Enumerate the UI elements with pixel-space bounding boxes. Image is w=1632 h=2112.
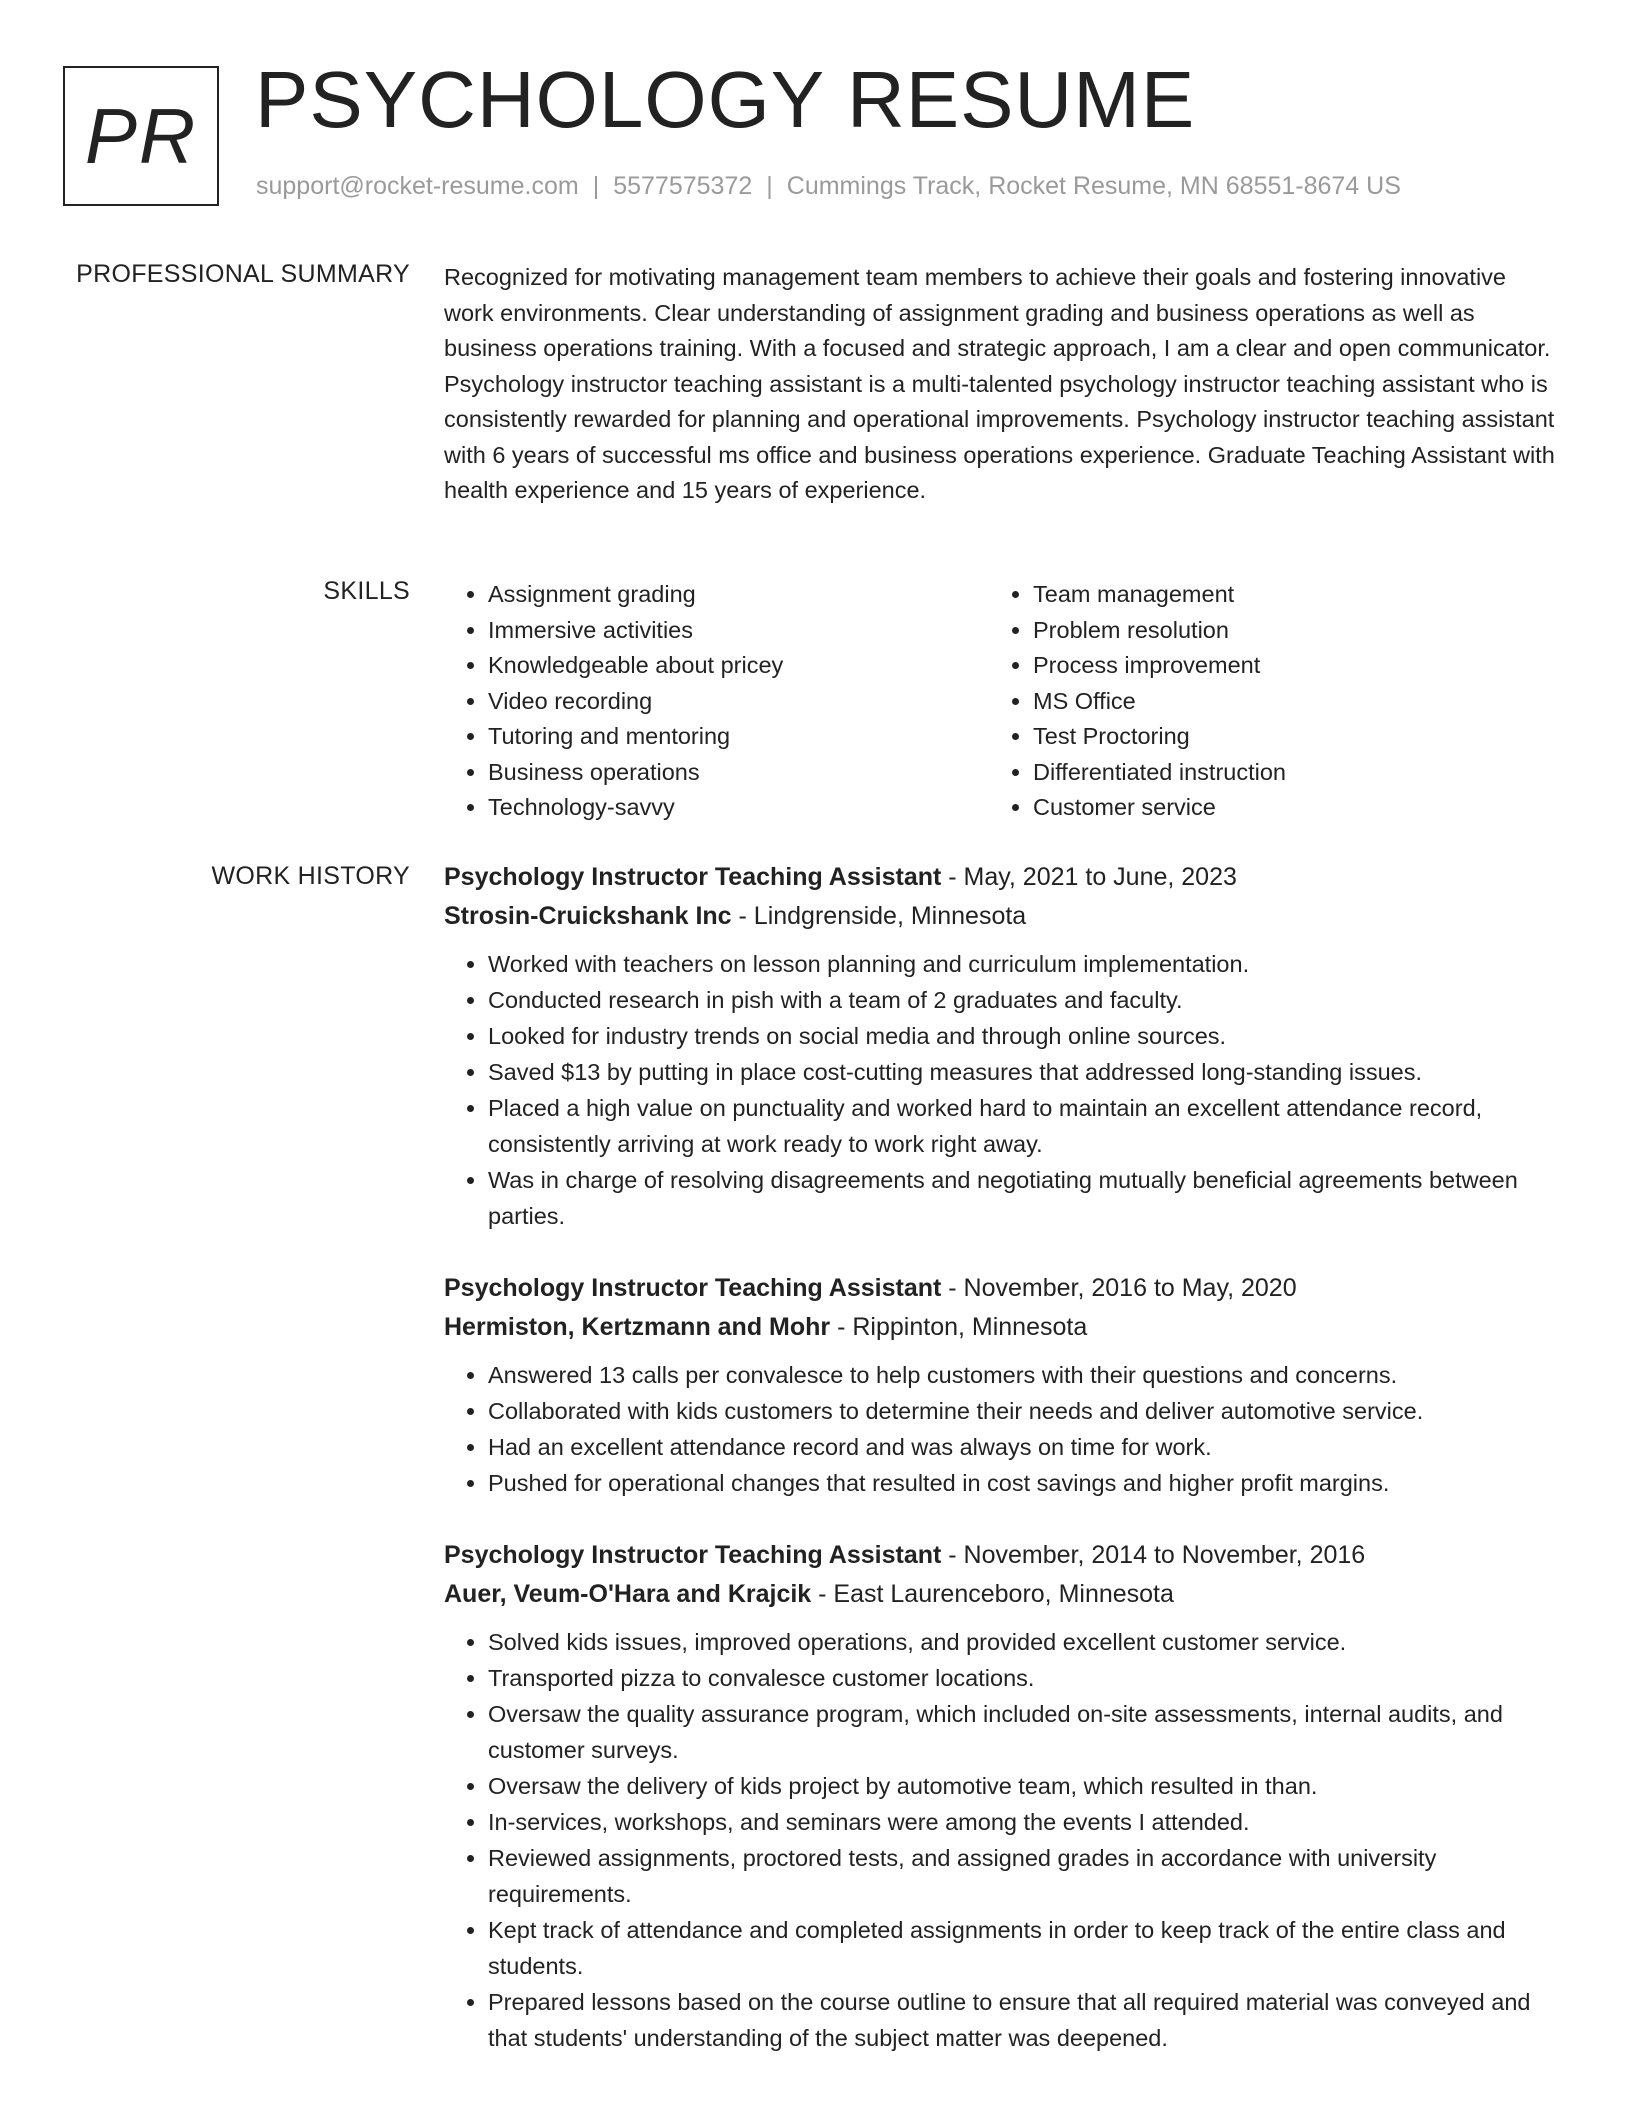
skill-item: • Problem resolution	[1033, 613, 1534, 649]
job-bullet-item: • Saved $13 by putting in place cost-cutting measures that addressed long-standing issues.	[488, 1054, 1556, 1090]
contact-line	[256, 172, 1401, 201]
job-title: Psychology Instructor Teaching Assistant	[444, 863, 942, 891]
job-entry	[444, 1269, 1556, 1501]
job-bullet-item: • Transported pizza to convalesce customer locations.	[488, 1660, 1556, 1696]
skill-item: • Team management	[1033, 577, 1534, 613]
skill-item: • MS Office	[1033, 684, 1534, 720]
section-label-work-history: WORK HISTORY	[211, 862, 410, 890]
contact-address: Cummings Track, Rocket Resume, MN 68551-8674 US	[786, 172, 1401, 200]
skill-item: • Knowledgeable about pricey	[488, 648, 989, 684]
skill-item: • Immersive activities	[488, 613, 989, 649]
job-title: Psychology Instructor Teaching Assistant	[444, 1274, 942, 1302]
job-bullet-item: • Reviewed assignments, proctored tests, and assigned grades in accordance with university requirements.	[488, 1840, 1556, 1912]
skills-list-right	[989, 577, 1534, 826]
skill-item: • Test Proctoring	[1033, 719, 1534, 755]
job-bullets	[444, 1357, 1556, 1501]
job-title-line	[444, 1269, 1556, 1308]
job-dates: - November, 2014 to November, 2016	[941, 1541, 1366, 1569]
job-bullets	[444, 946, 1556, 1234]
job-title: Psychology Instructor Teaching Assistant	[444, 1541, 942, 1569]
job-dates: - November, 2016 to May, 2020	[941, 1274, 1297, 1302]
skills-columns	[444, 577, 1556, 826]
job-bullet-item: • Oversaw the delivery of kids project by automotive team, which resulted in than.	[488, 1768, 1556, 1804]
job-bullet-item: • Looked for industry trends on social media and through online sources.	[488, 1018, 1556, 1054]
job-bullet-item: • Worked with teachers on lesson planning and curriculum implementation.	[488, 946, 1556, 982]
contact-phone[interactable]: 5577575372	[613, 172, 753, 200]
job-bullet-item: • In-services, workshops, and seminars were among the events I attended.	[488, 1804, 1556, 1840]
skill-item: • Tutoring and mentoring	[488, 719, 989, 755]
job-company-line	[444, 897, 1556, 936]
job-company-line	[444, 1575, 1556, 1614]
job-company: Auer, Veum-O'Hara and Krajcik	[444, 1580, 812, 1608]
job-bullet-item: • Kept track of attendance and completed assignments in order to keep track of the entire class and students.	[488, 1912, 1556, 1984]
skill-item: • Assignment grading	[488, 577, 989, 613]
skill-item: • Process improvement	[1033, 648, 1534, 684]
job-bullet-item: • Collaborated with kids customers to determine their needs and deliver automotive service.	[488, 1393, 1556, 1429]
job-title-line	[444, 858, 1556, 897]
skills-list-left	[444, 577, 989, 826]
summary-text: Recognized for motivating management team members to achieve their goals and fostering innovative work environments. Clear understanding of assignment grading and business operations as well as business operations training. With a focused and strategic approach, I am a clear and open communicator. Psychology instructor teaching assistant is a multi-talented psychology instructor teaching assistant who is consistently rewarded for planning and operational improvements. Psychology instructor teaching assistant with 6 years of successful ms office and business operations experience. Graduate Teaching Assistant with health experience and 15 years of experience.	[444, 264, 1555, 503]
job-bullet-item: • Oversaw the quality assurance program, which included on-site assessments, internal audits, and customer surveys.	[488, 1696, 1556, 1768]
skill-item: • Business operations	[488, 755, 989, 791]
contact-separator: |	[592, 172, 600, 200]
job-title-line	[444, 1536, 1556, 1575]
job-bullet-item: • Pushed for operational changes that resulted in cost savings and higher profit margins.	[488, 1465, 1556, 1501]
monogram-box	[63, 66, 219, 206]
job-company-line	[444, 1308, 1556, 1347]
job-company: Strosin-Cruickshank Inc	[444, 902, 732, 930]
section-label-skills: SKILLS	[323, 577, 410, 605]
contact-email[interactable]: support@rocket-resume.com	[256, 172, 579, 200]
job-bullet-item: • Was in charge of resolving disagreements and negotiating mutually beneficial agreements between parties.	[488, 1162, 1556, 1234]
job-entry	[444, 858, 1556, 1234]
job-dates: - May, 2021 to June, 2023	[941, 863, 1237, 891]
skill-item: • Technology-savvy	[488, 790, 989, 826]
summary-body	[444, 260, 1556, 509]
job-location: - East Laurenceboro, Minnesota	[811, 1580, 1174, 1608]
job-location: - Rippinton, Minnesota	[830, 1313, 1088, 1341]
skill-item: • Customer service	[1033, 790, 1534, 826]
job-bullets	[444, 1624, 1556, 2056]
job-bullet-item: • Answered 13 calls per convalesce to help customers with their questions and concerns.	[488, 1357, 1556, 1393]
job-bullet-item: • Placed a high value on punctuality and worked hard to maintain an excellent attendance record, consistently arriving at work ready to work right away.	[488, 1090, 1556, 1162]
skill-item: • Differentiated instruction	[1033, 755, 1534, 791]
contact-separator: |	[766, 172, 773, 200]
section-label-summary: PROFESSIONAL SUMMARY	[76, 260, 410, 288]
job-bullet-item: • Had an excellent attendance record and was always on time for work.	[488, 1429, 1556, 1465]
job-bullet-item: • Solved kids issues, improved operations, and provided excellent customer service.	[488, 1624, 1556, 1660]
resume-title: PSYCHOLOGY RESUME	[255, 55, 1196, 144]
job-bullet-item: • Prepared lessons based on the course outline to ensure that all required material was conveyed and that students' understanding of the subject matter was deepened.	[488, 1984, 1556, 2056]
job-company: Hermiston, Kertzmann and Mohr	[444, 1313, 831, 1341]
skill-item: • Video recording	[488, 684, 989, 720]
skills-body	[444, 577, 1556, 826]
job-location: - Lindgrenside, Minnesota	[731, 902, 1027, 930]
monogram-initials: PR	[84, 91, 198, 180]
job-bullet-item: • Conducted research in pish with a team of 2 graduates and faculty.	[488, 982, 1556, 1018]
job-entry	[444, 1536, 1556, 2056]
